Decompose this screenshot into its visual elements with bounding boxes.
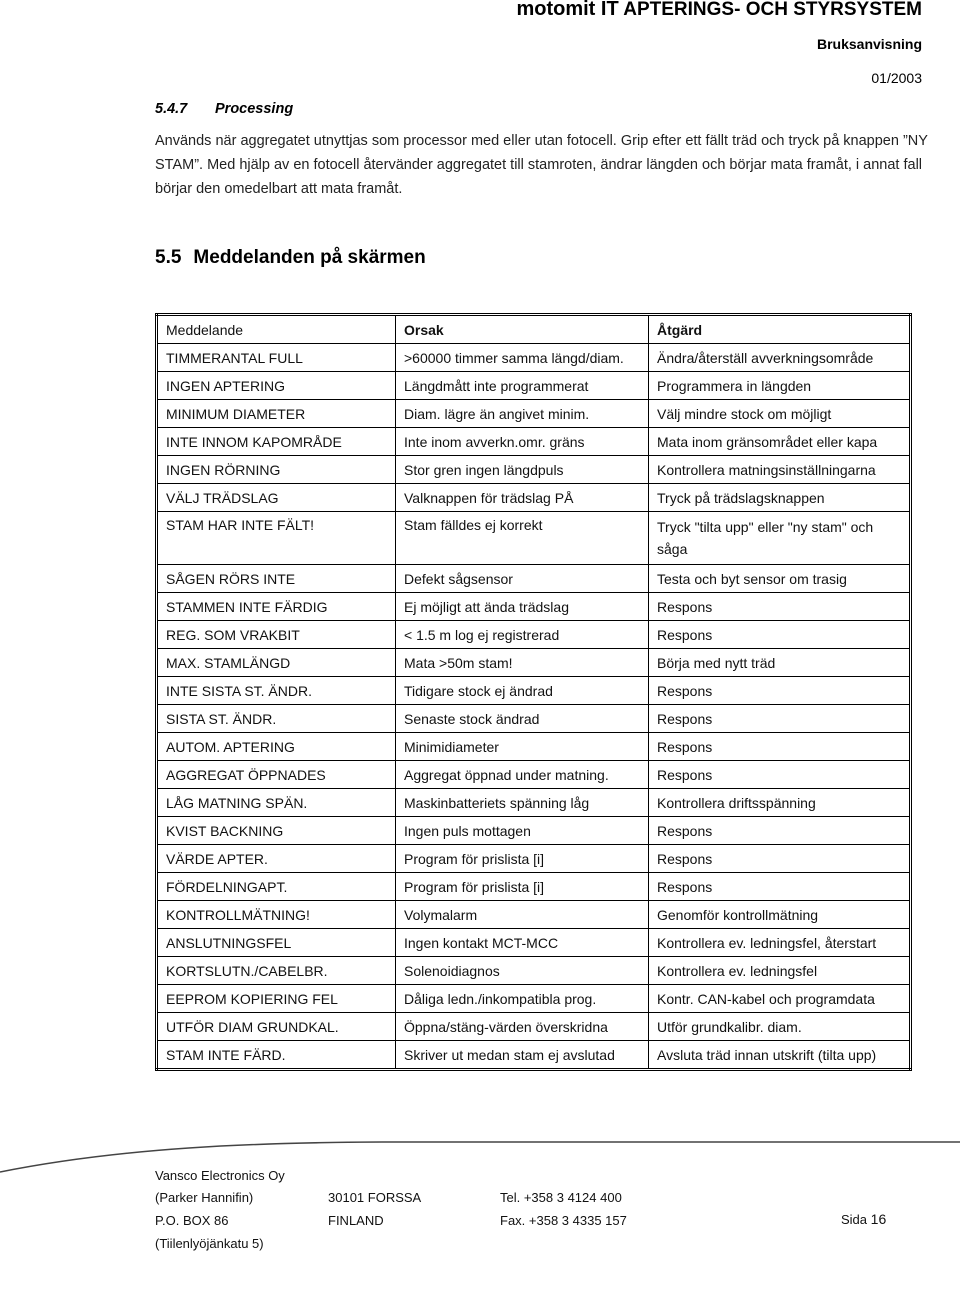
action-cell: Avsluta träd innan utskrift (tilta upp) [649, 1041, 911, 1070]
cause-cell: Mata >50m stam! [396, 649, 649, 677]
action-cell: Kontrollera ev. ledningsfel, återstart [649, 929, 911, 957]
table-row [157, 761, 911, 789]
action-text: Tryck "tilta upp" eller "ny stam" och [657, 519, 874, 535]
message-cell: KONTROLLMÄTNING! [157, 901, 396, 929]
section-title: Processing [215, 101, 294, 117]
action-text-continued: såga [657, 541, 688, 557]
cause-cell: Maskinbatteriets spänning låg [396, 789, 649, 817]
cause-cell: Inte inom avverkn.omr. gräns [396, 428, 649, 456]
cause-cell: Defekt sågsensor [396, 565, 649, 593]
action-cell: Börja med nytt träd [649, 649, 911, 677]
cause-cell: Tidigare stock ej ändrad [396, 677, 649, 705]
table-row [157, 677, 911, 705]
table-row [157, 512, 911, 565]
cause-cell: Stam fälldes ej korrekt [396, 512, 649, 565]
message-cell: SISTA ST. ÄNDR. [157, 705, 396, 733]
message-cell: INGEN APTERING [157, 372, 396, 400]
message-cell: VÄRDE APTER. [157, 845, 396, 873]
table-row [157, 344, 911, 372]
action-cell: Testa och byt sensor om trasig [649, 565, 911, 593]
footer-fax: Fax. +358 3 4335 157 [500, 1213, 627, 1228]
brand-name: motomit IT [516, 0, 619, 20]
message-cell: FÖRDELNINGAPT. [157, 873, 396, 901]
table-row [157, 1041, 911, 1070]
message-cell: MAX. STAMLÄNGD [157, 649, 396, 677]
section-heading-messages [155, 247, 426, 269]
table-row [157, 817, 911, 845]
action-cell: Genomför kontrollmätning [649, 901, 911, 929]
action-cell: Kontrollera driftsspänning [649, 789, 911, 817]
message-cell: TIMMERANTAL FULL [157, 344, 396, 372]
action-cell: Respons [649, 705, 911, 733]
table-row [157, 873, 911, 901]
message-cell: VÄLJ TRÄDSLAG [157, 484, 396, 512]
action-cell: Respons [649, 873, 911, 901]
action-cell: Respons [649, 677, 911, 705]
column-header-message: Meddelande [157, 315, 396, 344]
cause-cell: Ej möjligt att ända trädslag [396, 593, 649, 621]
table-row [157, 789, 911, 817]
document-header-title [516, 0, 922, 21]
footer-divider-curve [0, 1138, 960, 1178]
section-number: 5.4.7 [155, 101, 188, 117]
page-label: Sida [841, 1212, 868, 1227]
cause-cell: Minimidiameter [396, 733, 649, 761]
table-row [157, 733, 911, 761]
action-cell: Programmera in längden [649, 372, 911, 400]
message-cell: REG. SOM VRAKBIT [157, 621, 396, 649]
message-cell: ANSLUTNINGSFEL [157, 929, 396, 957]
cause-cell: Öppna/stäng-värden överskridna [396, 1013, 649, 1041]
table-row [157, 565, 911, 593]
table-row [157, 901, 911, 929]
table-row [157, 372, 911, 400]
action-cell: Respons [649, 621, 911, 649]
action-cell: Respons [649, 845, 911, 873]
message-cell: UTFÖR DIAM GRUNDKAL. [157, 1013, 396, 1041]
cause-cell: Skriver ut medan stam ej avslutad [396, 1041, 649, 1070]
footer-pobox: P.O. BOX 86 [155, 1213, 229, 1228]
table-row [157, 593, 911, 621]
message-cell: KORTSLUTN./CABELBR. [157, 957, 396, 985]
action-cell: Välj mindre stock om möjligt [649, 400, 911, 428]
message-cell: STAMMEN INTE FÄRDIG [157, 593, 396, 621]
action-cell: Respons [649, 593, 911, 621]
cause-cell: Program för prislista [i] [396, 873, 649, 901]
cause-cell: Ingen kontakt MCT-MCC [396, 929, 649, 957]
message-cell: AGGREGAT ÖPPNADES [157, 761, 396, 789]
action-cell: Respons [649, 761, 911, 789]
page-number: 16 [870, 1211, 887, 1227]
cause-cell: Senaste stock ändrad [396, 705, 649, 733]
cause-cell: Diam. lägre än angivet minim. [396, 400, 649, 428]
cause-cell: Stor gren ingen längdpuls [396, 456, 649, 484]
footer-country: FINLAND [328, 1213, 384, 1228]
cause-cell: Ingen puls mottagen [396, 817, 649, 845]
page-number-label [841, 1211, 886, 1227]
table-row [157, 649, 911, 677]
table-row [157, 705, 911, 733]
message-cell: INGEN RÖRNING [157, 456, 396, 484]
system-title: APTERINGS- OCH STYRSYSTEM [623, 0, 922, 20]
action-cell: Mata inom gränsområdet eller kapa [649, 428, 911, 456]
message-cell: INTE SISTA ST. ÄNDR. [157, 677, 396, 705]
footer-postcode: 30101 FORSSA [328, 1190, 422, 1205]
table-row [157, 957, 911, 985]
document-subtitle: Bruksanvisning [816, 36, 922, 52]
footer-tel: Tel. +358 3 4124 400 [500, 1190, 622, 1205]
messages-table [155, 313, 912, 1071]
cause-cell: Volymalarm [396, 901, 649, 929]
message-cell: EEPROM KOPIERING FEL [157, 985, 396, 1013]
cause-cell: Längdmått inte programmerat [396, 372, 649, 400]
footer-company: Vansco Electronics Oy [155, 1168, 285, 1183]
table-row [157, 929, 911, 957]
section-number: 5.5 [155, 247, 182, 268]
footer-street: (Tiilenlyöjänkatu 5) [155, 1236, 264, 1251]
action-cell: Kontrollera ev. ledningsfel [649, 957, 911, 985]
column-header-cause: Orsak [396, 315, 649, 344]
message-cell: MINIMUM DIAMETER [157, 400, 396, 428]
action-cell: Kontr. CAN-kabel och programdata [649, 985, 911, 1013]
table-row [157, 484, 911, 512]
table-row [157, 400, 911, 428]
cause-cell: Valknappen för trädslag PÅ [396, 484, 649, 512]
column-header-action: Åtgärd [649, 315, 911, 344]
table-row [157, 456, 911, 484]
action-cell: Kontrollera matningsinställningarna [649, 456, 911, 484]
action-cell: Ändra/återställ avverkningsområde [649, 344, 911, 372]
document-date: 01/2003 [871, 70, 922, 86]
message-cell: KVIST BACKNING [157, 817, 396, 845]
cause-cell: Program för prislista [i] [396, 845, 649, 873]
table-row [157, 1013, 911, 1041]
message-cell: AUTOM. APTERING [157, 733, 396, 761]
section-title: Meddelanden på skärmen [193, 247, 426, 268]
cause-cell: Solenoidiagnos [396, 957, 649, 985]
message-cell: INTE INNOM KAPOMRÅDE [157, 428, 396, 456]
processing-paragraph: Används när aggregatet utnyttjas som processor med eller utan fotocell. Grip efter ett fällt träd och tryck på knappen ”NY STAM”. Med hjälp av en fotocell återvänder aggregatet till stamroten, ändrar längden och börjar mata framåt, i annat fall börjar den omedelbart att mata framåt. [155, 133, 928, 197]
action-cell: Respons [649, 817, 911, 845]
message-cell: STAM INTE FÄRD. [157, 1041, 396, 1070]
message-cell: SÅGEN RÖRS INTE [157, 565, 396, 593]
table-row [157, 621, 911, 649]
table-row [157, 845, 911, 873]
table-header-row [157, 315, 911, 344]
cause-cell: < 1.5 m log ej registrerad [396, 621, 649, 649]
message-cell: STAM HAR INTE FÄLT! [157, 512, 396, 565]
action-cell: Utför grundkalibr. diam. [649, 1013, 911, 1041]
message-cell: LÅG MATNING SPÄN. [157, 789, 396, 817]
cause-cell: Aggregat öppnad under matning. [396, 761, 649, 789]
table-row [157, 985, 911, 1013]
action-cell: Tryck på trädslagsknappen [649, 484, 911, 512]
table-row [157, 428, 911, 456]
footer-parent: (Parker Hannifin) [155, 1190, 254, 1205]
action-cell: Respons [649, 733, 911, 761]
cause-cell: Dåliga ledn./inkompatibla prog. [396, 985, 649, 1013]
section-heading-processing [155, 101, 293, 117]
action-cell [649, 512, 911, 565]
cause-cell: >60000 timmer samma längd/diam. [396, 344, 649, 372]
